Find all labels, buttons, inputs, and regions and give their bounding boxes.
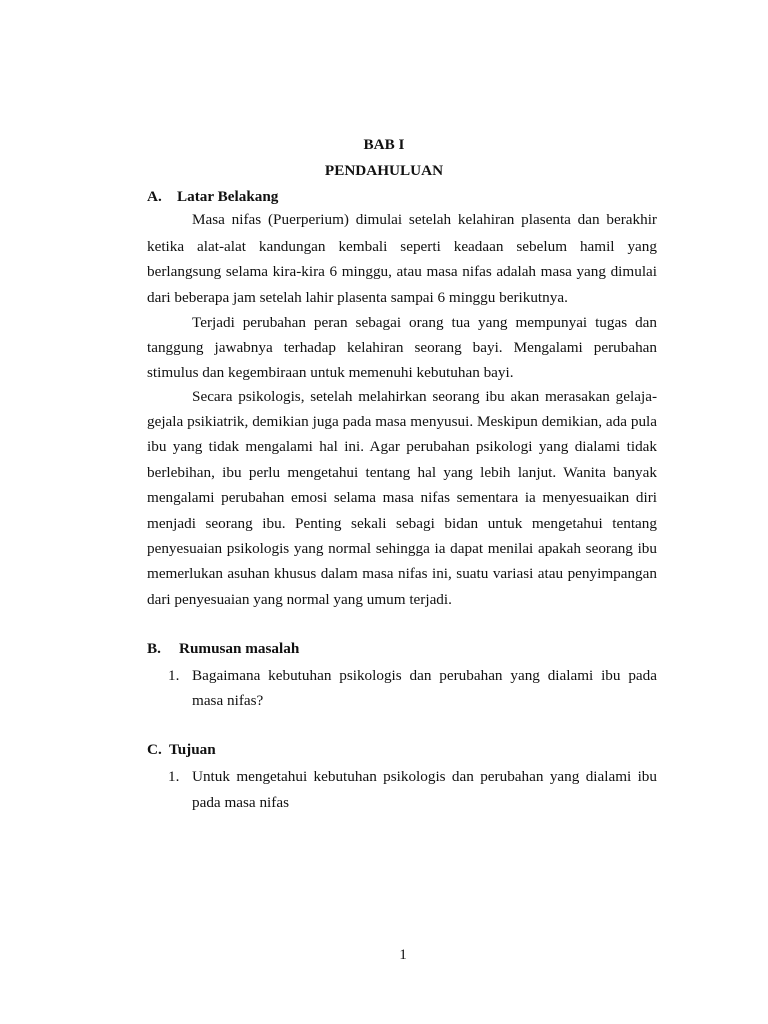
chapter-title: PENDAHULUAN <box>324 162 444 179</box>
paragraph-line: berlebihan, ibu perlu mengetahui tentang hal yang lebih lanjut. Wanita banyak <box>147 464 657 481</box>
list-item-line: masa nifas? <box>192 692 264 709</box>
list-item-number: 1. <box>168 768 180 785</box>
paragraph-line: tanggung jawabnya terhadap kelahiran seorang bayi. Mengalami perubahan <box>147 339 657 356</box>
section-a-title: Latar Belakang <box>177 188 279 205</box>
paragraph-line: stimulus dan kegembiraan untuk memenuhi kebutuhan bayi. <box>147 364 514 381</box>
list-item-line: Bagaimana kebutuhan psikologis dan perubahan yang dialami ibu pada <box>192 667 657 684</box>
paragraph-line: penyesuaian psikologis yang normal sehingga ia dapat menilai apakah seorang ibu <box>147 540 657 557</box>
paragraph-line: memerlukan asuhan khusus dalam masa nifas ini, suatu variasi atau penyimpangan <box>147 565 657 582</box>
section-a-letter: A. <box>147 188 162 205</box>
paragraph-line: mengalami perubahan emosi selama masa nifas sementara ia menyesuaikan diri <box>147 489 657 506</box>
paragraph-line: ibu yang tidak mengalami hal ini. Agar perubahan psikologi yang dialami tidak <box>147 438 657 455</box>
section-c-letter: C. <box>147 741 162 758</box>
paragraph-line: gejala psikiatrik, demikian juga pada masa menyusui. Meskipun demikian, ada pula <box>147 413 657 430</box>
list-item-line: pada masa nifas <box>192 794 289 811</box>
paragraph-line: berlangsung selama kira-kira 6 minggu, atau masa nifas adalah masa yang dimulai <box>147 263 657 280</box>
paragraph-line: dari penyesuaian yang normal yang umum terjadi. <box>147 591 452 608</box>
section-b-letter: B. <box>147 640 161 657</box>
paragraph-line: Secara psikologis, setelah melahirkan seorang ibu akan merasakan gelaja- <box>192 388 657 405</box>
paragraph-line: menjadi seorang ibu. Penting sekali sebagi bidan untuk mengetahui tentang <box>147 515 657 532</box>
list-item-line: Untuk mengetahui kebutuhan psikologis dan perubahan yang dialami ibu <box>192 768 657 785</box>
page-number: 1 <box>399 946 407 963</box>
chapter-label: BAB I <box>363 136 405 153</box>
paragraph-line: ketika alat-alat kandungan kembali seperti keadaan sebelum hamil yang <box>147 238 657 255</box>
paragraph-line: Masa nifas (Puerperium) dimulai setelah kelahiran plasenta dan berakhir <box>192 211 657 228</box>
section-c-title: Tujuan <box>169 741 216 758</box>
list-item-number: 1. <box>168 667 180 684</box>
paragraph-line: dari beberapa jam setelah lahir plasenta sampai 6 minggu berikutnya. <box>147 289 568 306</box>
paragraph-line: Terjadi perubahan peran sebagai orang tua yang mempunyai tugas dan <box>192 314 657 331</box>
section-b-title: Rumusan masalah <box>179 640 300 657</box>
